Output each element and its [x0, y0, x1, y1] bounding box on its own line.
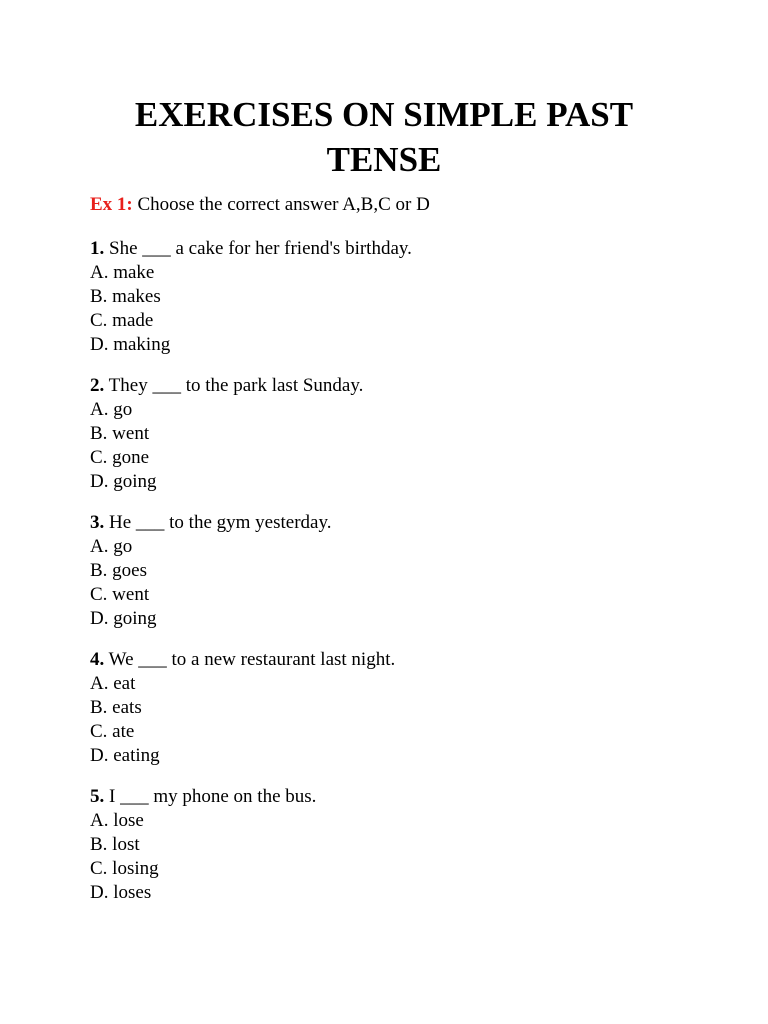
option-b: B. eats — [90, 697, 142, 718]
question-list — [90, 237, 690, 922]
option-c: C. losing — [90, 858, 159, 879]
option-d: D. loses — [90, 882, 152, 903]
option-b: B. goes — [90, 560, 147, 581]
question-line — [90, 511, 690, 535]
question-text: We ___ to a new restaurant last night. — [108, 649, 396, 670]
question-number: 2. — [90, 375, 105, 396]
option-c: C. gone — [90, 447, 150, 468]
option-b: B. lost — [90, 834, 140, 855]
question-number: 4. — [90, 649, 105, 670]
question-text: They ___ to the park last Sunday. — [108, 375, 364, 396]
question-text: She ___ a cake for her friend's birthday. — [109, 238, 412, 259]
question-5 — [90, 785, 690, 905]
option-d: D. eating — [90, 745, 160, 766]
option-c: C. went — [90, 584, 150, 605]
page-title-line-1: EXERCISES ON SIMPLE PAST — [134, 95, 634, 134]
question-line — [90, 648, 690, 672]
question-1 — [90, 237, 690, 357]
option-c: C. made — [90, 310, 154, 331]
question-text: He ___ to the gym yesterday. — [109, 512, 332, 533]
exercise-label: Ex 1: — [90, 194, 133, 215]
option-a: A. make — [90, 262, 155, 283]
question-line — [90, 374, 690, 398]
question-number: 5. — [90, 786, 105, 807]
question-3 — [90, 511, 690, 631]
option-a: A. go — [90, 399, 133, 420]
exercise-instruction — [90, 193, 430, 217]
option-b: B. makes — [90, 286, 161, 307]
question-line — [90, 237, 690, 261]
page-title — [90, 92, 678, 182]
question-4 — [90, 648, 690, 768]
option-a: A. eat — [90, 673, 136, 694]
exercise-instruction-text: Choose the correct answer A,B,C or D — [137, 194, 430, 215]
option-b: B. went — [90, 423, 150, 444]
question-number: 1. — [90, 238, 105, 259]
question-number: 3. — [90, 512, 105, 533]
question-text: I ___ my phone on the bus. — [109, 786, 317, 807]
option-a: A. go — [90, 536, 133, 557]
question-2 — [90, 374, 690, 494]
option-d: D. going — [90, 471, 157, 492]
option-c: C. ate — [90, 721, 135, 742]
page-title-line-2: TENSE — [326, 140, 442, 179]
option-d: D. going — [90, 608, 157, 629]
option-d: D. making — [90, 334, 171, 355]
option-a: A. lose — [90, 810, 144, 831]
question-line — [90, 785, 690, 809]
